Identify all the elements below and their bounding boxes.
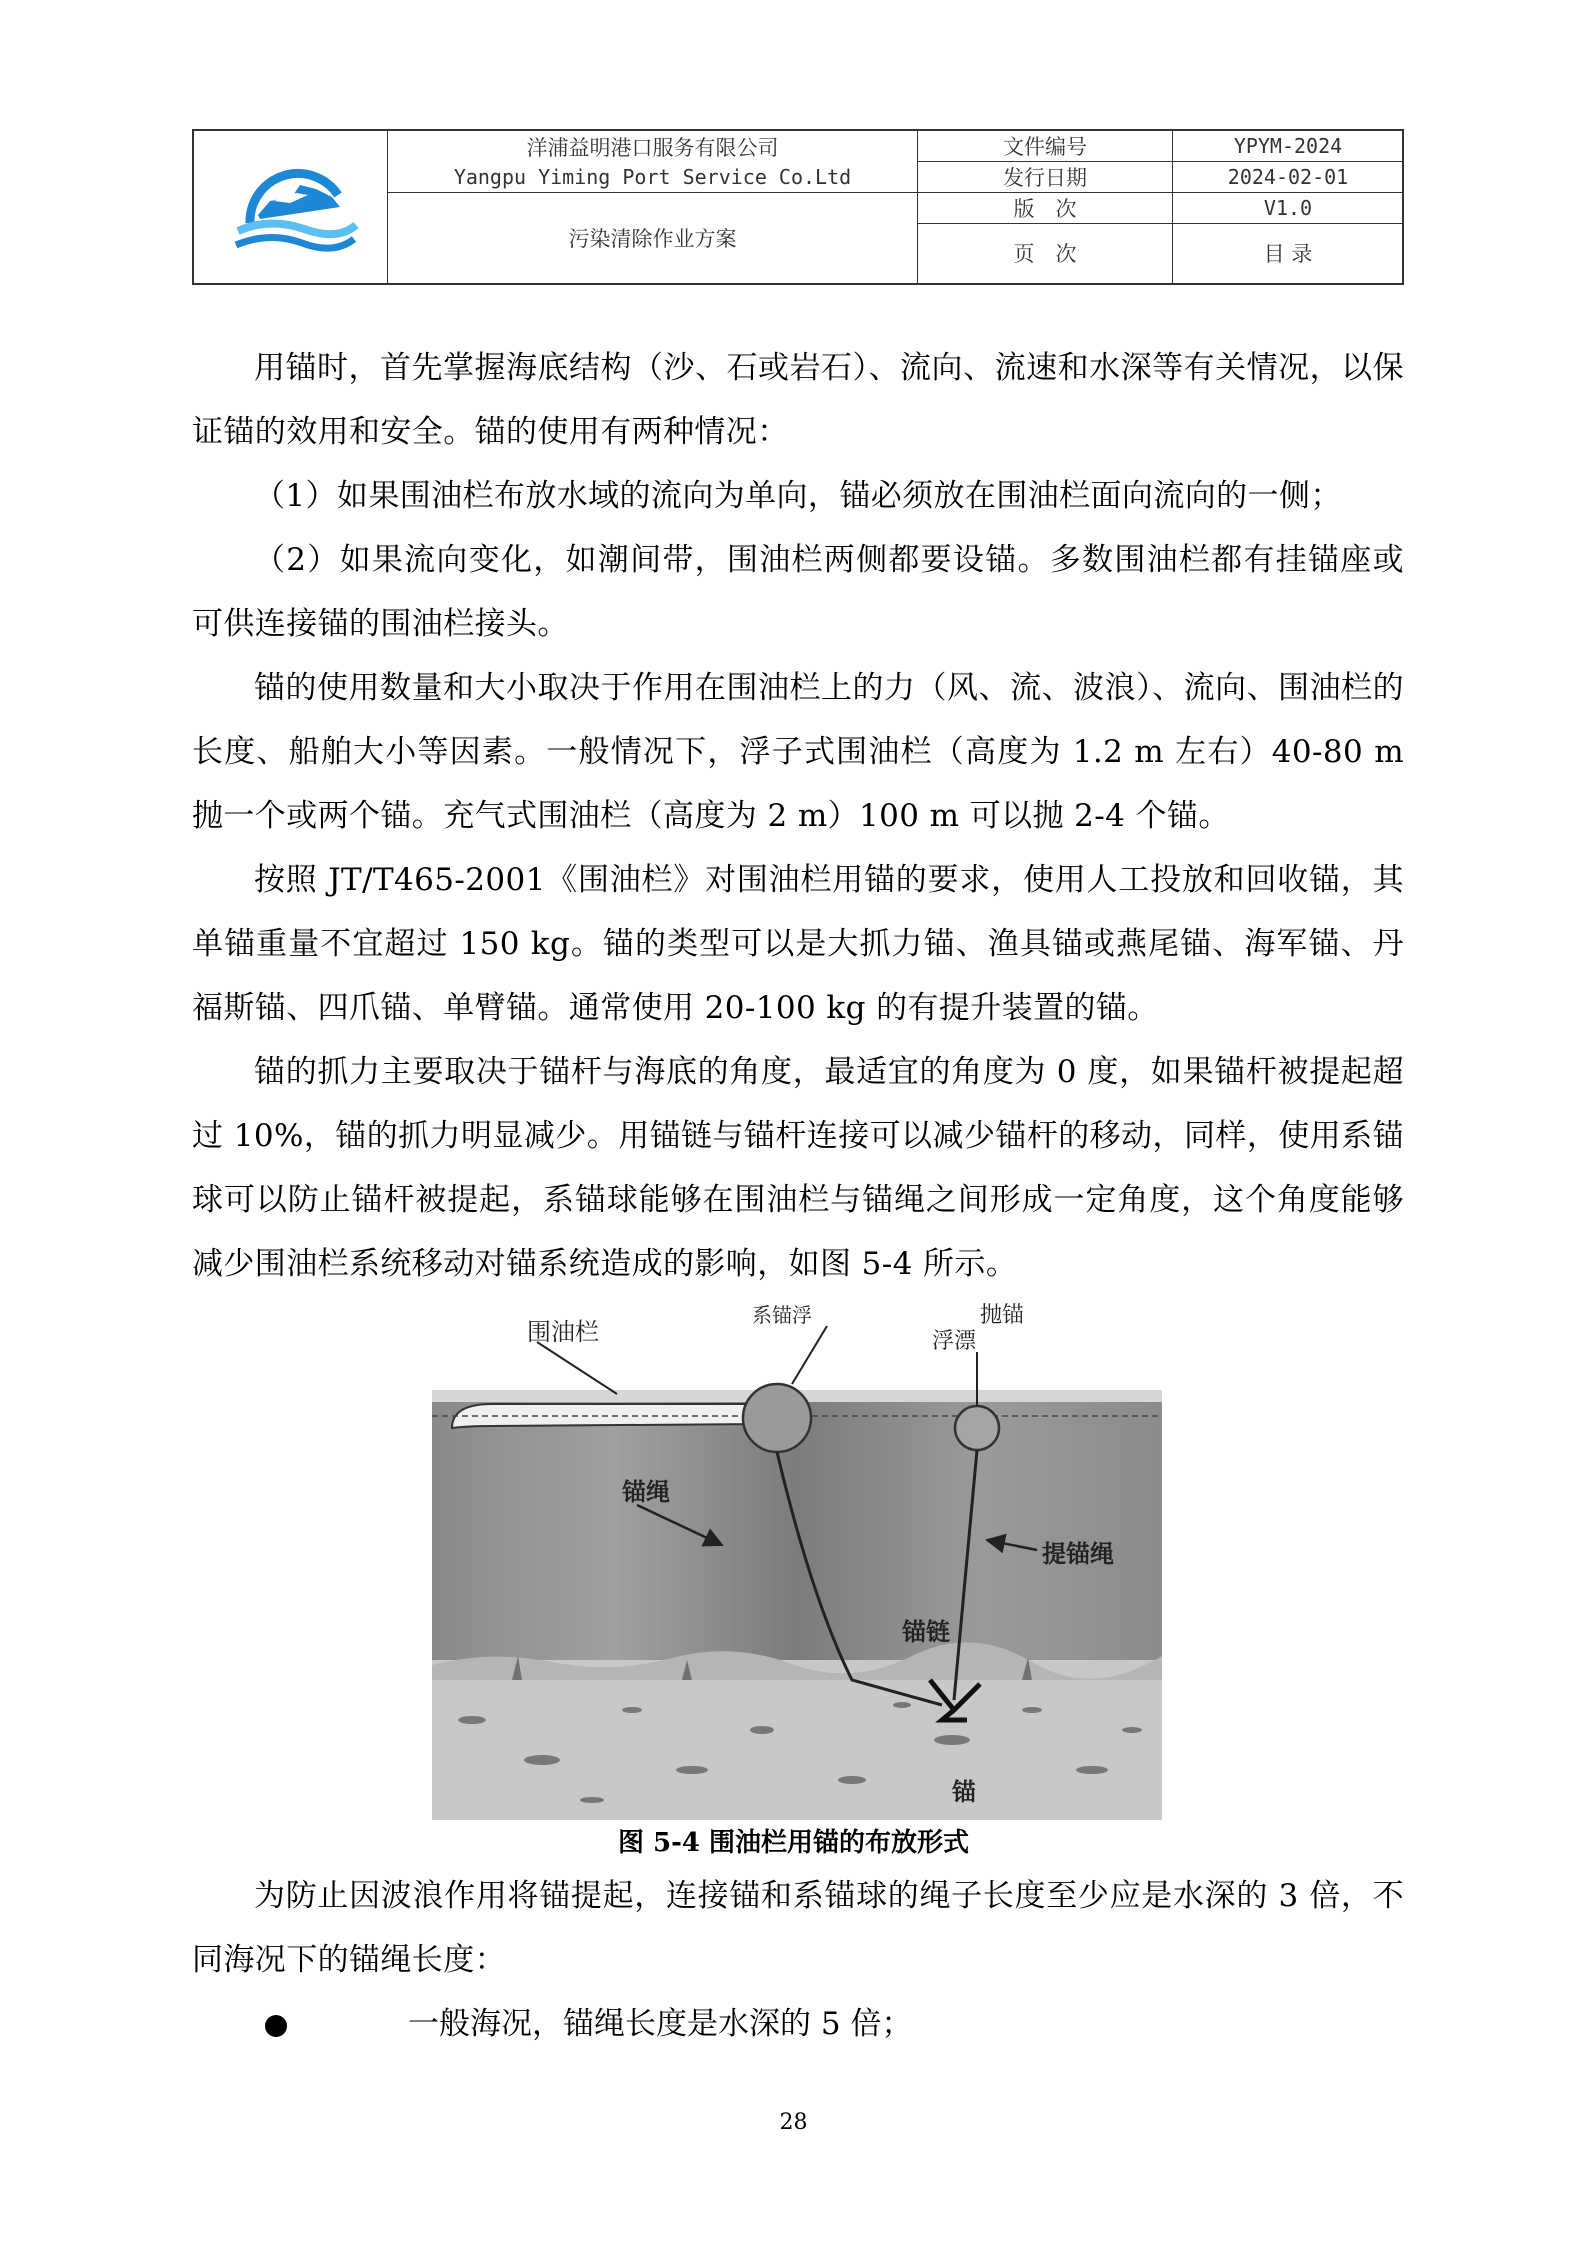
label-lift-rope: 提锚绳 (1042, 1540, 1114, 1568)
paragraph: 锚的抓力主要取决于锚杆与海底的角度，最适宜的角度为 0 度，如果锚杆被提起超过 10%，锚的抓力明显减少。用锚链与锚杆连接可以减少锚杆的移动，同样，使用系锚球可以防止锚杆被提起，系锚球能够在围油栏与锚绳之间形成一定角度，这个角度能够减少围油栏系统移动对锚系统造成的影响，如图 5-4 所示。 (192, 1054, 1404, 1282)
label-boom: 围油栏 (527, 1318, 599, 1346)
paragraph: 为防止因波浪作用将锚提起，连接锚和系锚球的绳子长度至少应是水深的 3 倍，不同海况下的锚绳长度： (192, 1878, 1404, 1978)
issue-date-value: 2024-02-01 (1227, 165, 1349, 189)
company-name-cn: 洋浦益明港口服务有限公司 (526, 136, 779, 160)
figure-caption: 图 5-4 围油栏用锚的布放形式 (617, 1828, 970, 1858)
paragraph: 按照 JT/T465-2001《围油栏》对围油栏用锚的要求，使用人工投放和回收锚，其单锚重量不宜超过 150 kg。锚的类型可以是大抓力锚、渔具锚或燕尾锚、海军锚、丹福斯锚、四爪锚、单臂锚。通常使用 20-100 kg 的有提升装置的锚。 (192, 862, 1404, 1026)
document-title: 污染清除作业方案 (568, 227, 737, 251)
bullet-item (192, 1992, 1404, 2056)
label-anchor-rope: 锚绳 (622, 1478, 670, 1506)
paragraph: （1）如果围油栏布放水域的流向为单向，锚必须放在围油栏面向流向的一侧； (254, 478, 1342, 514)
anchor-diagram (432, 1300, 1162, 1820)
version-value: V1.0 (1263, 196, 1313, 220)
bullet-dot-icon (265, 2015, 287, 2037)
ship-logo-icon (230, 145, 360, 271)
doc-number-label: 文件编号 (1003, 135, 1087, 159)
label-float: 浮漂 (932, 1329, 977, 1354)
paragraph: 锚的使用数量和大小取决于作用在围油栏上的力（风、流、波浪）、流向、围油栏的长度、船舶大小等因素。一般情况下，浮子式围油栏（高度为 1.2 m 左右）40-80 m 抛一个或两个锚。充气式围油栏（高度为 2 m）100 m 可以抛 2-4 个锚。 (192, 670, 1404, 834)
issue-date-label: 发行日期 (1003, 166, 1087, 190)
paragraph: 用锚时，首先掌握海底结构（沙、石或岩石）、流向、流速和水深等有关情况，以保证锚的效用和安全。锚的使用有两种情况： (192, 350, 1404, 450)
company-name-en: Yangpu Yiming Port Service Co.Ltd (453, 165, 852, 189)
company-logo (230, 145, 360, 271)
version-label: 版 次 (1013, 197, 1077, 221)
label-anchor-chain: 锚链 (902, 1618, 950, 1646)
bullet-text: 一般海况，锚绳长度是水深的 5 倍； (408, 2006, 913, 2042)
label-mooring-buoy: 系锚浮 (752, 1303, 812, 1327)
body-text-continued (192, 1864, 1404, 2056)
page-number: 28 (779, 2110, 808, 2135)
doc-number-value: YPYM-2024 (1233, 134, 1343, 158)
label-anchor: 锚 (952, 1778, 976, 1806)
document-header-table (192, 129, 1404, 285)
body-text (192, 336, 1404, 1296)
label-drop-anchor: 抛锚 (980, 1303, 1025, 1328)
page-label: 页 次 (1013, 242, 1077, 266)
paragraph: （2）如果流向变化，如潮间带，围油栏两侧都要设锚。多数围油栏都有挂锚座或可供连接锚的围油栏接头。 (192, 542, 1404, 642)
anchor-layout-figure (432, 1300, 1162, 1820)
page-value: 目 录 (1263, 242, 1313, 266)
